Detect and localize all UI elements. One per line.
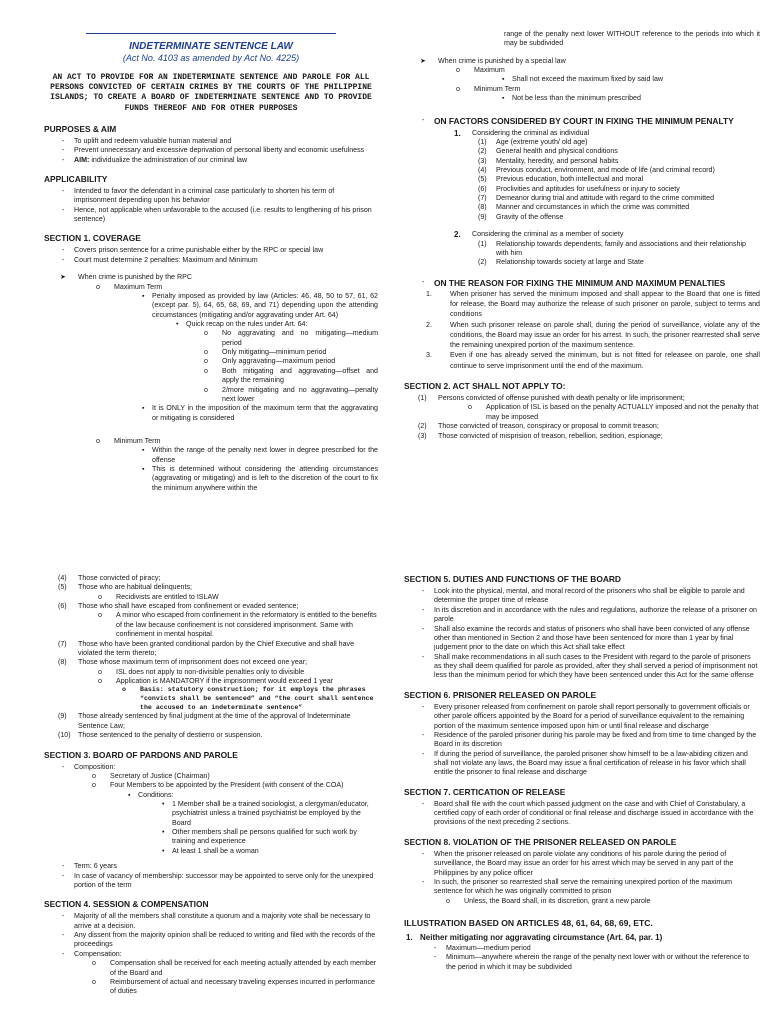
section3-heading: SECTION 3. BOARD OF PARDONS AND PAROLE [44, 749, 238, 760]
list-item: (1) Age (extreme youth/ old age) [478, 137, 588, 146]
list-item: ▪ This is determined without considering the attending circumstances (aggravating or mitigating) and is left to the discretion of the court to fix the minimum anywhere within the [114, 465, 378, 493]
list-item: - Intended to favor the defendant in a criminal case particularly to shorten his term of imprisonment depending upon his behavior [44, 187, 378, 206]
special-max-label: Maximum [474, 66, 505, 75]
list-item: - Residence of the paroled prisoner during his parole may be fixed and from time to time changed by the Board in its discretion [404, 731, 760, 750]
list-item: (3) Mentality, heredity, and personal habits [478, 156, 619, 165]
aim-text: individualize the administration of our criminal law [89, 155, 248, 164]
list-item: (2) General health and physical conditions [478, 147, 618, 156]
list-item: - Prevent unnecessary and excessive deprivation of personal liberty and economic usefulness [44, 146, 378, 155]
list-item: - Shall also examine the records and status of prisoners who shall have been convicted of any offense other than mentioned in Section 2 and those have been sentenced for more than 1 year by final judgement prior to the date on which this Act shall take effect [404, 625, 760, 653]
list-item [404, 278, 760, 289]
list-item [404, 116, 760, 127]
list-item: 2. Considering the criminal as a member of society (1) Relationship towards dependents, family and associations and their relationship with him (2) Relationship towards society at large and State [404, 230, 760, 267]
document-subtitle: (Act No. 4103 as amended by Act No. 4225) [122, 53, 300, 64]
list-item: 2. When such prisoner release on parole shall, during the period of surveillance, violate any of the conditions, the Board may issue an order for his arrest. In such, the prisoner rearrested shall serve the remaining unexpired portion of the maximum sentence. [426, 320, 760, 350]
list-item: - Court must determine 2 penalties: Maximum and Minimum [44, 256, 378, 265]
list-item: (4) Previous conduct, environment, and mode of life (and criminal record) [478, 166, 715, 175]
list-item: - Any dissent from the majority opinion shall be reduced to writing and filed with the records of the proceedings [44, 931, 378, 950]
page1-left-column [44, 30, 378, 495]
list-item: 1. When prisoner has served the minimum imposed and shall appear to the Board that one is fitted for release, the Board may authorize the release of such prisoner on parole, subject to terms and conditions [426, 289, 760, 319]
list-item: (7) Demeanor during trial and attitude with regard to the crime committed [478, 194, 715, 203]
factor-group2-label: Considering the criminal as a member of society [472, 230, 624, 239]
list-item: • At least 1 shall be a woman [138, 847, 378, 856]
section4-list [44, 912, 378, 996]
page2-right-column [404, 574, 760, 972]
illustration-heading: ILLUSTRATION BASED ON ARTICLES 48, 61, 64, 68, 69, ETC. [404, 918, 653, 929]
factors-heading: - ON FACTORS CONSIDERED BY COURT IN FIXING THE MINIMUM PENALTY [434, 115, 734, 126]
list-item: 1. Considering the criminal as individual (1) Age (extreme youth/ old age) (2) General health and physical conditions (3) Mentality, heredity, and personal habits (4) Previous conduct, environment, and mode of life (and criminal record) (5) Previous education, both intellectual and moral (6) Proclivities and aptitudes for usefulness or injury to society (7) Demeanor during trial and attitude with regard to the crime committed (8) Manner and circumstances in which the crime was committed (9) Gravity of the offense [404, 129, 760, 223]
list-item: o A minor who escaped from confinement in the reformatory is entitled to the benefits of the law because confinement is not considered imprisonment. Same with confinement in mental hospital. [80, 611, 378, 639]
section8-heading: SECTION 8. VIOLATION OF THE PRISONER RELEASED ON PAROLE [404, 836, 677, 847]
list-item: (8) Those whose maximum term of imprisonment does not exceed one year; o ISL does not apply to non-divisible penalties only to divisible o Application is MANDATORY if the imprisonment would exceed 1 year o Basis: statutory construction; for it employs the phrases “convicts shall be sentenced” and “the court shall sentence the accused to an indeterminate sentence” [44, 658, 378, 712]
list-item: o Only aggravating—maximum period [186, 357, 378, 366]
list-item: (6) Those who shall have escaped from confinement or evaded sentence; o A minor who escaped from confinement in the reformatory is entitled to the benefits of the law because confinement is not considered imprisonment. Same with confinement in mental hospital. [44, 602, 378, 639]
list-item: o Application is MANDATORY if the imprisonment would exceed 1 year [80, 677, 378, 686]
list-item: (9) Those already sentenced by final judgment at the time of the approval of Indeterminate Sentence Law; [58, 712, 351, 730]
list-item: o 2/more mitigating and no aggravating—penalty next lower [186, 386, 378, 405]
list-item: ▪ Conditions: • 1 Member shall be a trained sociologist, a clergyman/educator, psychiatrist unless a trained psychiatrist be employed by the Board • Other members shall pe persons qualified for such work by training and experience • At least 1 shall be a woman [100, 791, 378, 857]
illustration-case1 [404, 933, 760, 944]
list-item: (9) Gravity of the offense [478, 212, 564, 221]
title-rule [86, 33, 336, 34]
section6-heading: SECTION 6. PRISONER RELEASED ON PAROLE [404, 689, 597, 700]
list-item: (10) Those sentenced to the penalty of destierro or suspension. [58, 731, 263, 740]
list-item: - Shall make recommendations in all such cases to the President with regard to the parole of prisoners as they shall deem qualified for parole as provided, after they shall served a period of imprisonment not less than the minimum period for which they have been sentenced under this Act for the same offense [404, 653, 760, 681]
list-item: (5) Those who are habitual delinquents; o Recidivists are entitled to ISLAW [44, 583, 378, 602]
section5-list [404, 587, 760, 681]
factors-block [404, 116, 760, 127]
rpc-block [44, 273, 378, 493]
list-item [78, 437, 378, 493]
rpc-label: When crime is punished by the RPC [78, 273, 192, 282]
factor-group1-label: Considering the criminal as individual [472, 128, 590, 137]
page1-right-column [404, 30, 760, 441]
special-law-label: When crime is punished by a special law [438, 56, 566, 65]
purposes-list [44, 137, 378, 165]
list-item: o Recidivists are entitled to ISLAW [80, 593, 378, 602]
list-item: - Hence, not applicable when unfavorable to the accused (i.e. results to lengthening of his prison sentence) [44, 206, 378, 225]
max-term-label: Maximum Term [114, 282, 163, 291]
list-item: ▪ Shall not exceed the maximum fixed by said law [474, 75, 760, 84]
list-item: - Look into the physical, mental, and moral record of the prisoners who shall be eligible to parole and determine the proper time of release [404, 587, 760, 606]
section2-heading: SECTION 2. ACT SHALL NOT APPLY TO: [404, 380, 566, 391]
list-item: - Compensation: o Compensation shall be received for each meeting actually attended by each member of the Board and o Reimbursement of actual and necessary traveling expenses incurred in performance of duties [44, 950, 378, 997]
list-item: o Only mitigating—minimum period [186, 348, 378, 357]
special-min-label: Minimum Term [474, 84, 521, 93]
list-item [438, 66, 760, 85]
list-item [44, 273, 378, 493]
list-item [438, 85, 760, 104]
list-item: - Every prisoner released from confinement on parole shall report personally to government officials or other parole officers appointed by the Board for a period of surveillance equivalent to the remaining portion of the maximum sentence imposed upon him or until final release and discharge [404, 703, 760, 731]
list-item: (6) Proclivities and aptitudes for usefulness or injury to society [478, 184, 680, 193]
min-term-label: Minimum Term [114, 436, 161, 445]
list-item: - If during the period of surveillance, the paroled prisoner show himself to be a law-abiding citizen and shall not violate any laws, the Board may issue a final certification of release in his favor which shall entitle the prisoner to final release and discharge [404, 750, 760, 778]
list-item: o Secretary of Justice (Chairman) [74, 772, 378, 781]
page2-left-column [44, 574, 378, 997]
list-item: - Term: 6 years [44, 862, 378, 871]
list-item: - Board shall file with the court which passed judgment on the case and with Chief of Constabulary, a certified copy of each order of conditional or final release and discharge issued in accordance with the provisions of the next preceding 2 sections. [404, 800, 760, 828]
list-item: o Four Members to be appointed by the President (with consent of the COA) [74, 781, 378, 790]
list-item: o Unless, the Board shall, in its discretion, grant a new parole [428, 897, 760, 906]
special-law-block [404, 57, 760, 104]
list-item [152, 320, 378, 404]
section1-list [44, 246, 378, 265]
section8-sublist [428, 897, 760, 906]
reason-list [404, 289, 760, 371]
section1-heading: SECTION 1. COVERAGE [44, 233, 141, 244]
list-item: (2) Relationship towards society at large and State [478, 258, 644, 267]
list-item: 3. Even if one has already served the minimum, but is not fitted for releasee on parole, one shall continue to serve imprisonment until the end of the maximum. [426, 351, 760, 370]
section8-list [404, 850, 760, 897]
list-item: o ISL does not apply to non-divisible penalties only to divisible [80, 668, 378, 677]
list-item: o Both mitigating and aggravating—offset and apply the remaining [186, 367, 378, 386]
max-term-text: Penalty imposed as provided by law (Articles: 46, 48, 50 to 57, 61, 62 (except par. 5), 64, 65, 68, 69, and 71) depending upon the attending circumstances (mitigating and/or aggravating under Art. 64) [152, 291, 378, 319]
section3-list [44, 763, 378, 891]
list-item: - Majority of all the members shall constitute a quorum and a majority vote shall be necessary to arrive at a decision. [44, 912, 378, 931]
list-item: o Compensation shall be received for each meeting actually attended by each member of the Board and [74, 959, 378, 978]
list-item [44, 156, 378, 165]
list-item [404, 57, 760, 104]
list-item: ▪ Within the range of the penalty next lower in degree prescribed for the offense [114, 446, 378, 465]
list-item: (5) Previous education, both intellectual and moral [478, 175, 644, 184]
section6-list [404, 703, 760, 778]
factors-groups [404, 129, 760, 268]
list-item: (1) Relationship towards dependents, family and associations and their relationship with him [478, 239, 747, 257]
section7-list [404, 800, 760, 828]
applicability-heading: APPLICABILITY [44, 173, 108, 184]
reason-block [404, 278, 760, 289]
applicability-list [44, 187, 378, 224]
list-item: (4) Those convicted of piracy; [58, 574, 161, 582]
list-item: (3) Those convicted of misprision of treason, rebellion, sedition, espionage; [418, 431, 663, 440]
act-title: AN ACT TO PROVIDE FOR AN INDETERMINATE SENTENCE AND PAROLE FOR ALL PERSONS CONVICTED OF CERTAIN CRIMES BY THE COURTS OF THE PHILIPPINE ISLANDS; TO CREATE A BOARD OF INDETERMINATE SENTENCE AND TO PROVIDE FUNDS THEREOF AND FOR OTHER PURPOSES [50, 73, 372, 113]
section5-heading: SECTION 5. DUTIES AND FUNCTIONS OF THE BOARD [404, 574, 621, 584]
basis-note: o Basis: statutory construction; for it employs the phrases “convicts shall be sentenced” and “the court shall sentence the accused to an indeterminate sentence” [104, 686, 378, 712]
aim-label: AIM: [74, 155, 90, 164]
list-item: (8) Manner and circumstances in which the crime was committed [478, 203, 690, 212]
section2-list-part2 [44, 574, 378, 741]
section2-list-part1 [404, 394, 760, 441]
list-item: o Reimbursement of actual and necessary traveling expenses incurred in performance of duties [74, 978, 378, 997]
case1-title: Neither mitigating nor aggravating circumstance (Art. 64, par. 1) [420, 933, 663, 943]
list-item: - To uplift and redeem valuable human material and [44, 137, 378, 146]
case-number: 1. [406, 933, 413, 943]
recap-label: Quick recap on the rules under Art. 64: [186, 320, 308, 328]
list-item: (1) Persons convicted of offense punished with death penalty or life imprisonment; o Application of ISL is based on the penalty ACTUALLY imposed and not the penalty that may be imposed [404, 394, 760, 422]
reason-heading: - ON THE REASON FOR FIXING THE MINIMUM AND MAXIMUM PENALTIES [434, 277, 726, 288]
purposes-heading: PURPOSES & AIM [44, 123, 117, 134]
list-item: o Application of ISL is based on the penalty ACTUALLY imposed and not the penalty that may be imposed [450, 403, 760, 422]
section7-heading: SECTION 7. CERTICATION OF RELEASE [404, 786, 566, 797]
list-item: - Maximum—medium period [416, 944, 760, 953]
list-item: - Covers prison sentence for a crime punishable either by the RPC or special law [44, 246, 378, 255]
list-item: • 1 Member shall be a trained sociologist, a clergyman/educator, psychiatrist unless a trained psychiatrist be employed by the Board [138, 800, 378, 828]
list-item: • Other members shall pe persons qualified for such work by training and experience [138, 828, 378, 847]
list-item: ▪ It is ONLY in the imposition of the maximum term that the aggravating or mitigating is considered [114, 404, 378, 423]
list-item [78, 283, 378, 423]
list-item: ▪ Not be less than the minimum prescribed [474, 94, 760, 103]
list-item: o No aggravating and no mitigating—medium period [186, 329, 378, 348]
list-item: - In its discretion and in accordance with the rules and regulations, authorize the release of a prisoner on parole [404, 606, 760, 625]
illustration-case1-list [416, 944, 760, 972]
list-item [114, 292, 378, 404]
min-term-continued: range of the penalty next lower WITHOUT reference to the periods into which it may be subdivided [504, 30, 760, 48]
section4-heading: SECTION 4. SESSION & COMPENSATION [44, 899, 209, 910]
list-item: - In such, the prisoner so rearrested shall serve the remaining unexpired portion of the maximum sentence for which he was originally committed to prison [404, 878, 760, 897]
list-item: (7) Those who have been granted conditional pardon by the Chief Executive and shall have violated the term thereto; [58, 639, 355, 657]
list-item: - Minimum—anywhere wherein the range of the penalty next lower with or without the reference to the period in which it may be subdivided [416, 953, 760, 972]
list-item: - When the prisoner released on parole violate any conditions of his parole during the period of surveillance, the Board may issue an order for his arrest which may be served in any part of the Philippines by any police officer [404, 850, 760, 878]
list-item: (2) Those convicted of treason, conspiracy or proposal to commit treason; [418, 422, 659, 431]
list-item: - Composition: o Secretary of Justice (Chairman) o Four Members to be appointed by the President (with consent of the COA) ▪ Conditions: • 1 Member shall be a trained sociologist, a clergyman/educator, psychiatrist unless a trained psychiatrist be employed by the Board • Other members shall pe persons qualified for such work by training and experience • At least 1 shall be a woman [44, 763, 378, 857]
list-item: - In case of vacancy of membership: successor may be appointed to serve only for the unexpired portion of the term [44, 872, 378, 891]
document-title: INDETERMINATE SENTENCE LAW [129, 41, 293, 52]
